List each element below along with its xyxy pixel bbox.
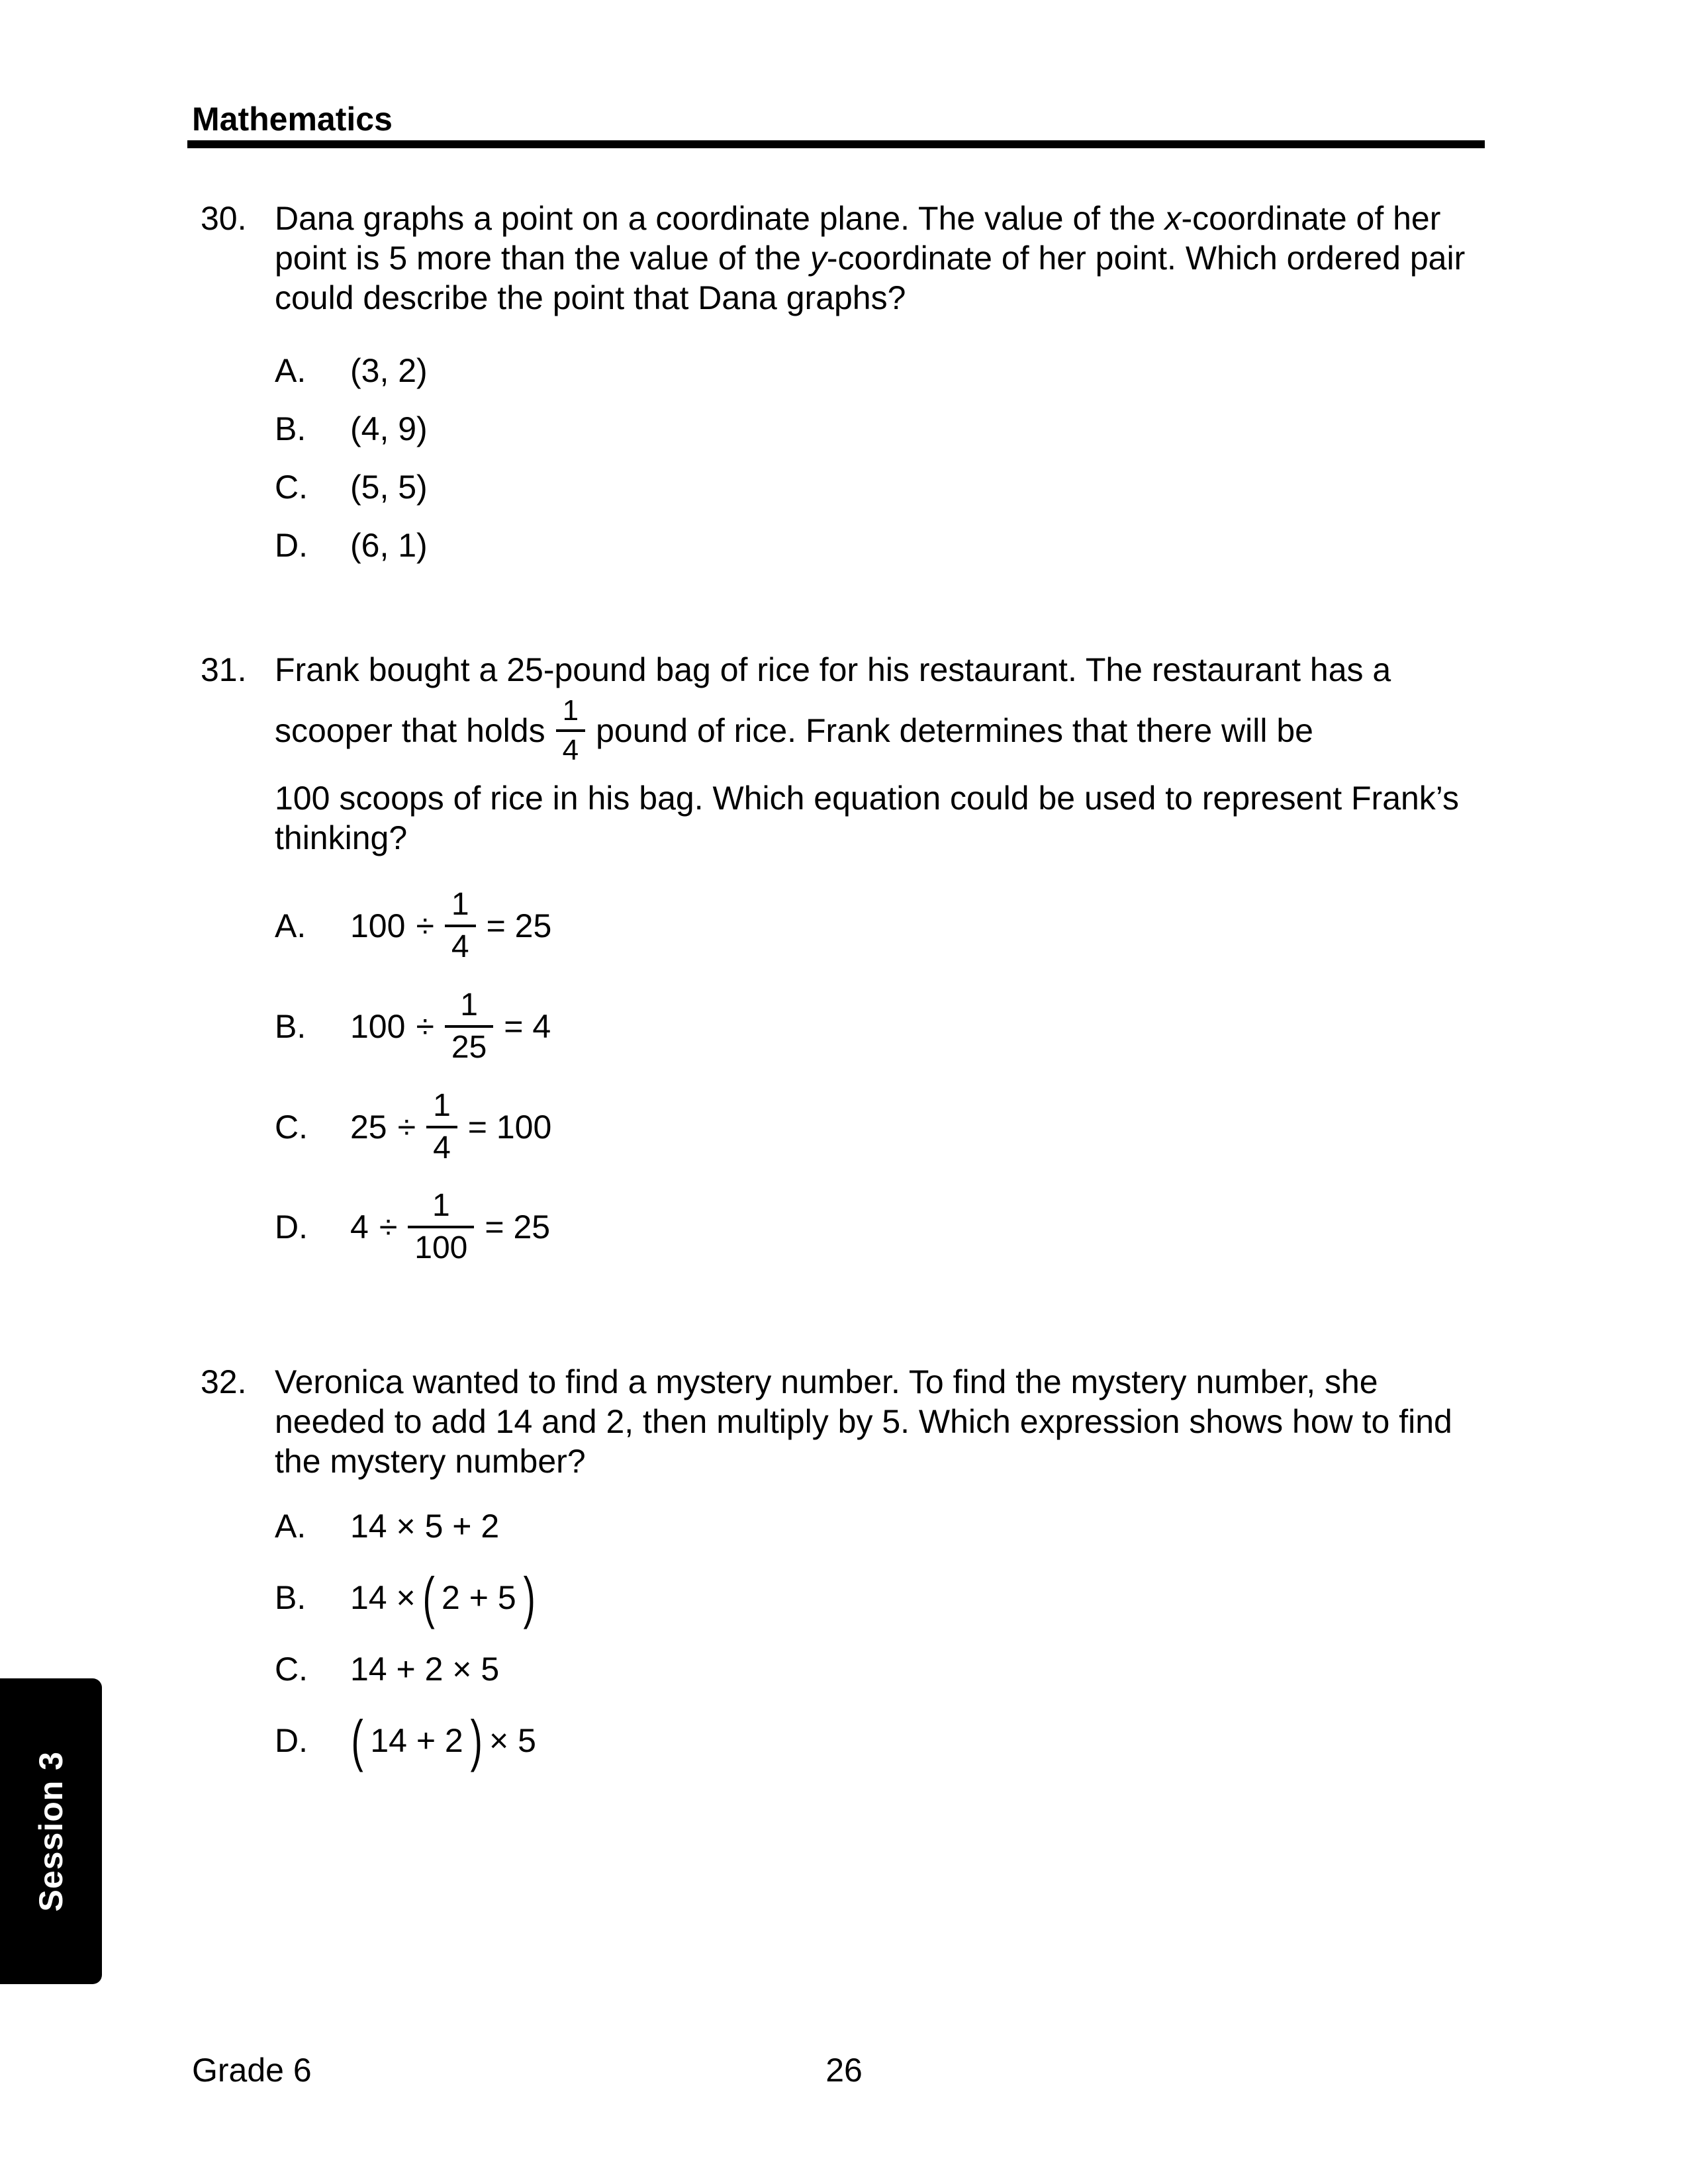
option-letter: B. bbox=[275, 410, 306, 447]
question-32-line-1: Veronica wanted to find a mystery number. To find the mystery number, she bbox=[275, 1363, 1378, 1400]
equation-lhs: 4 bbox=[350, 1208, 369, 1246]
text-run: pound of rice. Frank determines that there will be bbox=[596, 712, 1313, 749]
answer-option-b bbox=[275, 1565, 1491, 1630]
option-value: (3, 2) bbox=[350, 352, 428, 389]
expression-inner: 2 + 5 bbox=[442, 1579, 516, 1616]
question-31-options bbox=[275, 888, 1491, 1265]
fraction-numerator: 1 bbox=[562, 694, 579, 727]
option-letter: D. bbox=[275, 527, 308, 564]
expression-text: 14 × 5 + 2 bbox=[350, 1508, 500, 1545]
question-32-line-2: needed to add 14 and 2, then multiply by 5. Which expression shows how to find bbox=[275, 1403, 1452, 1440]
fraction bbox=[445, 989, 493, 1064]
open-paren: ( bbox=[422, 1565, 435, 1630]
expression bbox=[350, 1565, 536, 1630]
expression bbox=[350, 1649, 499, 1689]
text-run: -coordinate of her point. Which ordered pair bbox=[826, 240, 1466, 277]
fraction-bar bbox=[445, 1025, 493, 1028]
question-31-line-3: 100 scoops of rice in his bag. Which equation could be used to represent Frank’s bbox=[275, 780, 1460, 817]
option-letter: B. bbox=[275, 1007, 306, 1045]
equation bbox=[350, 1189, 550, 1265]
fraction-numerator: 1 bbox=[432, 1188, 450, 1224]
text-run: point is 5 more than the value of the bbox=[275, 240, 810, 277]
question-30-line-2 bbox=[275, 238, 1491, 278]
answer-option-c bbox=[275, 467, 1491, 507]
close-paren: ) bbox=[523, 1565, 536, 1630]
close-paren: ) bbox=[470, 1708, 483, 1773]
fraction-denominator: 4 bbox=[451, 929, 469, 964]
question-30-number: 30. bbox=[201, 200, 247, 237]
option-letter: B. bbox=[275, 1579, 306, 1616]
text-run: Dana graphs a point on a coordinate plane. The value of the bbox=[275, 200, 1165, 237]
question-31-number: 31. bbox=[201, 651, 247, 688]
answer-option-a bbox=[275, 888, 1491, 964]
fraction-denominator: 4 bbox=[562, 734, 579, 766]
answer-option-c bbox=[275, 1089, 1491, 1165]
equation-rhs: = 100 bbox=[467, 1108, 552, 1146]
question-31-line-2 bbox=[275, 690, 1491, 772]
question-31-line-4: thinking? bbox=[275, 819, 408, 856]
fraction-numerator: 1 bbox=[433, 1087, 451, 1123]
equation bbox=[350, 989, 551, 1064]
page-header-title: Mathematics bbox=[192, 101, 393, 138]
fraction bbox=[445, 888, 476, 964]
question-32 bbox=[201, 1362, 1491, 1792]
answer-option-d bbox=[275, 1708, 1491, 1773]
question-32-options bbox=[275, 1506, 1491, 1773]
expression bbox=[350, 1506, 499, 1546]
expression-text: × 5 bbox=[489, 1722, 536, 1759]
question-30-line-3: could describe the point that Dana graphs? bbox=[275, 279, 906, 316]
text-run: -coordinate of her bbox=[1181, 200, 1441, 237]
session-3-label: Session 3 bbox=[32, 1751, 70, 1912]
fraction bbox=[426, 1089, 457, 1165]
divide-sign: ÷ bbox=[379, 1208, 398, 1246]
fraction-denominator: 25 bbox=[451, 1029, 487, 1065]
footer-grade-label: Grade 6 bbox=[192, 2052, 312, 2089]
option-letter: C. bbox=[275, 1651, 308, 1688]
question-30-line-1 bbox=[275, 199, 1491, 238]
question-31 bbox=[201, 650, 1491, 1290]
answer-option-b bbox=[275, 409, 1491, 449]
equation-rhs: = 25 bbox=[485, 1208, 551, 1246]
answer-option-b bbox=[275, 989, 1491, 1064]
text-run: scooper that holds bbox=[275, 712, 545, 749]
option-value: (6, 1) bbox=[350, 527, 428, 564]
equation-lhs: 25 bbox=[350, 1108, 387, 1146]
divide-sign: ÷ bbox=[416, 907, 434, 944]
option-letter: A. bbox=[275, 1508, 306, 1545]
question-31-line-1: Frank bought a 25-pound bag of rice for his restaurant. The restaurant has a bbox=[275, 651, 1391, 688]
expression-text: 14 + 2 × 5 bbox=[350, 1651, 500, 1688]
answer-option-a bbox=[275, 351, 1491, 390]
option-letter: C. bbox=[275, 1108, 308, 1146]
fraction-numerator: 1 bbox=[451, 887, 469, 922]
divide-sign: ÷ bbox=[416, 1007, 434, 1045]
option-letter: A. bbox=[275, 907, 306, 944]
option-letter: D. bbox=[275, 1208, 308, 1246]
option-value: (4, 9) bbox=[350, 410, 428, 447]
fraction-denominator: 4 bbox=[433, 1130, 451, 1165]
answer-option-a bbox=[275, 1506, 1491, 1546]
answer-option-d bbox=[275, 525, 1491, 565]
equation bbox=[350, 888, 551, 964]
expression bbox=[350, 1708, 536, 1773]
equation-lhs: 100 bbox=[350, 907, 406, 944]
variable-y: y bbox=[810, 240, 827, 277]
fraction-bar bbox=[426, 1126, 457, 1128]
equation-lhs: 100 bbox=[350, 1007, 406, 1045]
fraction bbox=[408, 1189, 474, 1265]
question-30-options bbox=[275, 351, 1491, 565]
option-letter: C. bbox=[275, 469, 308, 506]
fraction-denominator: 100 bbox=[414, 1230, 468, 1266]
question-32-number: 32. bbox=[201, 1363, 247, 1400]
expression-inner: 14 + 2 bbox=[370, 1722, 463, 1759]
option-letter: A. bbox=[275, 352, 306, 389]
expression-text: 14 × bbox=[350, 1579, 416, 1616]
answer-option-d bbox=[275, 1189, 1491, 1265]
equation bbox=[350, 1089, 551, 1165]
footer-page-number: 26 bbox=[825, 2052, 863, 2089]
question-30 bbox=[201, 199, 1491, 584]
fraction-bar bbox=[445, 925, 476, 927]
divide-sign: ÷ bbox=[397, 1108, 416, 1146]
fraction-bar bbox=[556, 729, 585, 732]
question-32-line-3: the mystery number? bbox=[275, 1443, 586, 1480]
option-value: (5, 5) bbox=[350, 469, 428, 506]
equation-rhs: = 4 bbox=[504, 1007, 551, 1045]
open-paren: ( bbox=[351, 1708, 363, 1773]
fraction-one-fourth bbox=[556, 696, 585, 766]
equation-rhs: = 25 bbox=[486, 907, 552, 944]
option-letter: D. bbox=[275, 1722, 308, 1759]
session-3-tab bbox=[0, 1678, 102, 1984]
variable-x: x bbox=[1164, 200, 1182, 237]
header-rule bbox=[187, 140, 1485, 148]
answer-option-c bbox=[275, 1649, 1491, 1689]
fraction-numerator: 1 bbox=[460, 987, 478, 1023]
fraction-bar bbox=[408, 1226, 474, 1228]
